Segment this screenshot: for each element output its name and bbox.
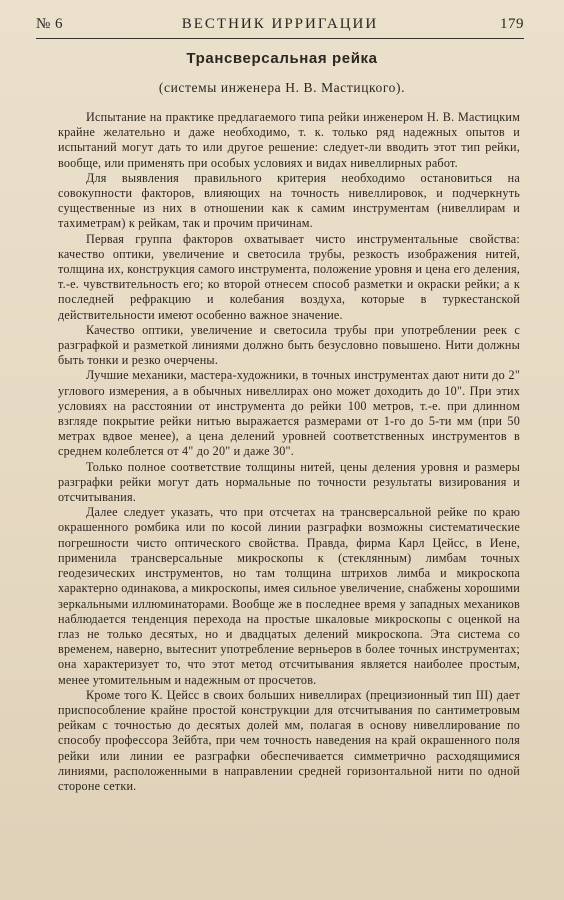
page-number: 179 [500, 16, 524, 32]
paragraph: Испытание на практике предлагаемого типа рейки инженером Н. В. Мастицким крайне желательно и даже необходимо, т. к. только ряд надежных опытов и испытаний могут дать то или другое решение: следует-ли вводить этот тип рейки, вообще, или применять при особых условиях и видах нивеллирных работ. [58, 110, 520, 170]
paragraph: Только полное соответствие толщины нитей, цены деления уровня и размеры разграфки рейки могут дать нормальные по точности результаты визирования и отсчитывания. [58, 459, 520, 505]
issue-number: № 6 [36, 16, 64, 32]
paragraph: Качество оптики, увеличение и светосила трубы при употреблении реек с разграфкой и разметкой линиями должно быть безусловно повышено. Нити должны быть тонки и резко очерчены. [58, 322, 520, 368]
journal-title: ВЕСТНИК ИРРИГАЦИИ [181, 16, 379, 32]
article-subtitle: (системы инженера Н. В. Мастицкого). [158, 80, 406, 95]
article-title: Трансверсальная рейка [186, 50, 378, 67]
paragraph: Далее следует указать, что при отсчетах на трансверсальной рейке по краю окрашенного ромбика или по косой линии разграфки возможны систематические погрешности чисто оптического свойства. Правда, фирма Карл Цейсс, в Иене, применила трансверсальные микроскопы к (стеклянным) лимбам точных геодезических инструментов, но там толщина штрихов лимба и микроскопа характерно одинакова, а микроскопы, имея сильное увеличение, снабжены хорошими зеркальными иллюминаторами. Вообще же в последнее время у западных механиков наблюдается тенденция перехода на простые шкаловые микроскопы с оценкой на глаз не только десятых, но и двадцатых делений микроскопа. Эта система со временем, наверно, вытеснит употребление верньеров в более точных инструментах; она характеризует то, что этот метод отсчитывания является наиболее простым, менее утомительным и надежным от просчетов. [58, 505, 520, 687]
paragraph: Лучшие механики, мастера-художники, в точных инструментах дают нити до 2" углового измерения, а в обычных нивеллирах оно может доходить до 10". При этих условиях на расстоянии от инструмента до рейки 100 метров, т.-е. при длинном взгляде покрытие рейки нитью выражается размерами от 1-го до 5-ти мм (при 50 метрах вдвое менее), а цена делений уровней соответственных инструментов в среднем колеблется от 4" до 20" и даже 30". [58, 368, 520, 459]
paragraph: Кроме того К. Цейсс в своих больших нивеллирах (прецизионный тип III) дает приспособление крайне простой конструкции для отсчитывания по сантиметровым рейкам с точностью до десятых долей мм, полагая в основу нивеллирование по способу профессора Зейбта, при чем точность наведения на край окрашенного поля рейки или линии ее разграфки обеспечивается симметрично расходящимися линиями, расположенными в направлении средней горизонтальной нити по одной стороне сетки. [58, 687, 520, 793]
running-header [36, 6, 524, 39]
paragraph: Первая группа факторов охватывает чисто инструментальные свойства: качество оптики, увеличение и светосила трубы, резкость изображения нитей, толщина их, конструкция самого инструмента, положение уровня и цена его деления, т.-е. чувствительность его; ко второй отнесем способ разметки и окраски рейки; а к последней рефракцию и колебания воздуха, которые в туркестанской действительности имеют особенно важное значение. [58, 231, 520, 322]
article-body [58, 110, 520, 794]
paragraph: Для выявления правильного критерия необходимо остановиться на совокупности факторов, влияющих на точность нивеллировок, и подчеркнуть существенные из них в отношении как к самим инструментам (нивеллирам и тахиметрам) к рейкам, так и прочим причинам. [58, 170, 520, 231]
